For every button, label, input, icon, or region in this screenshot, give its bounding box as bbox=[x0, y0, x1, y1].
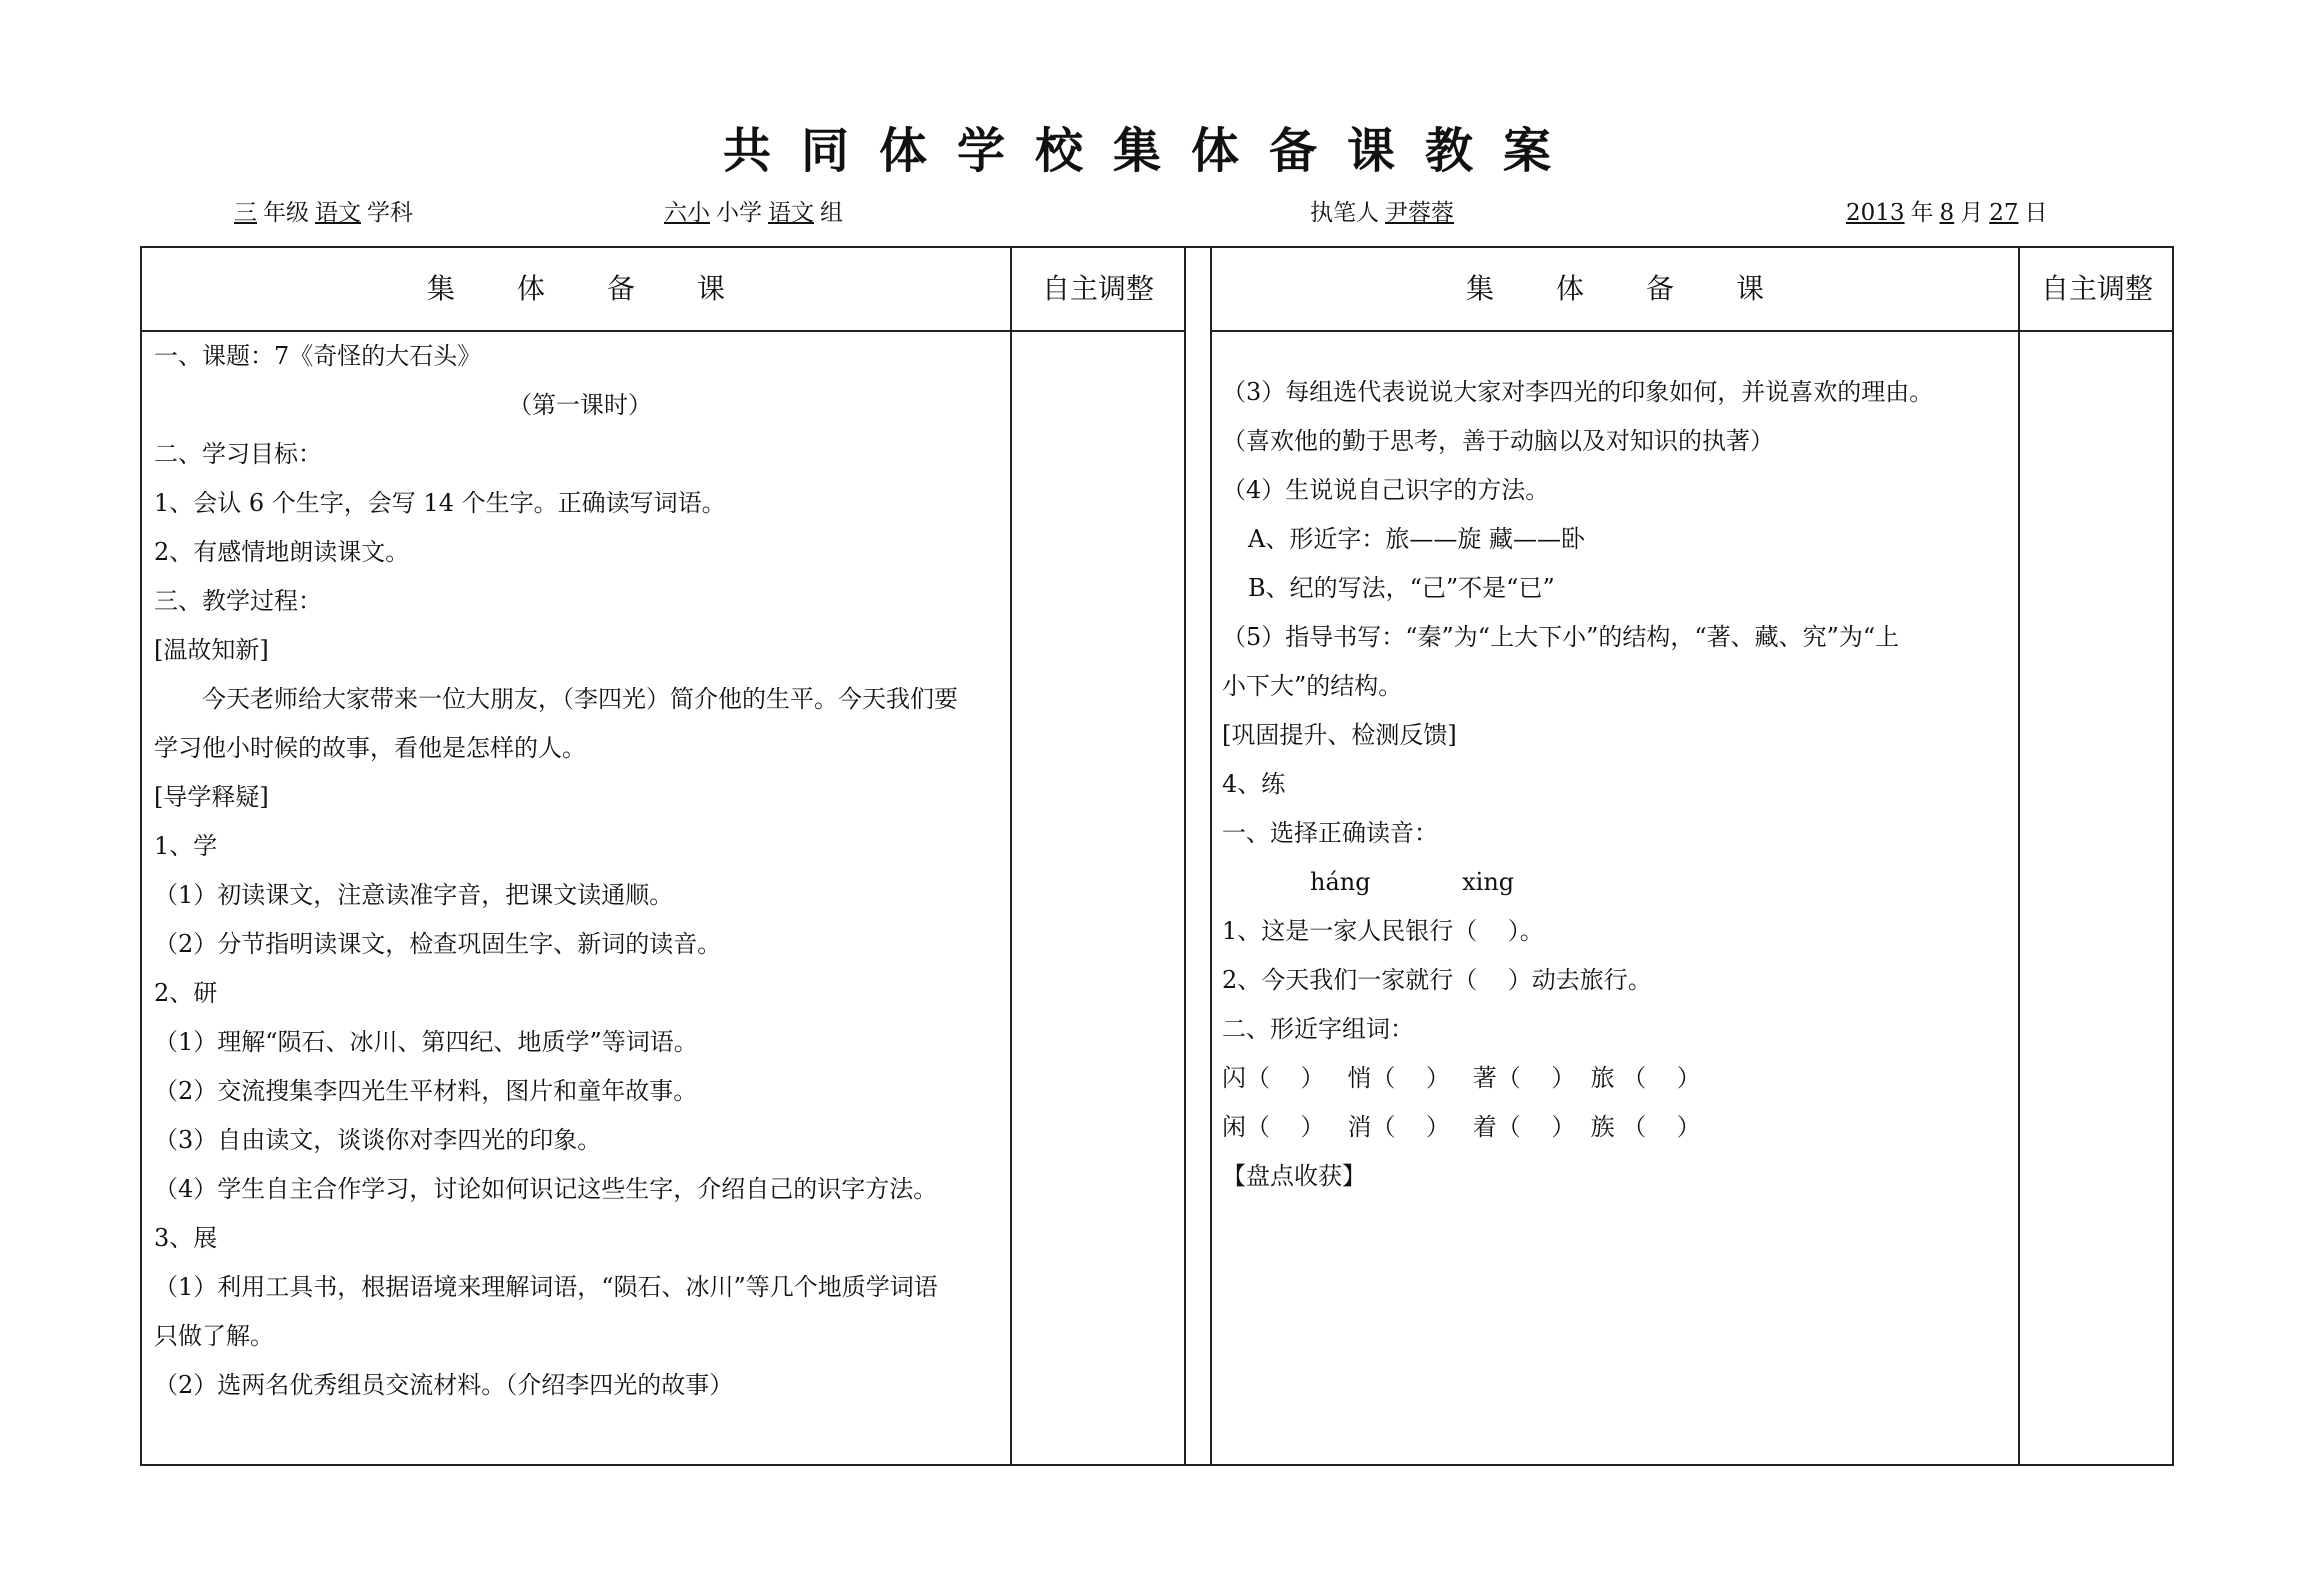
day-suffix: 日 bbox=[2024, 200, 2048, 226]
text-line: 小下大”的结构。 bbox=[1222, 672, 1403, 700]
right-content bbox=[1222, 368, 2014, 1201]
table-divider bbox=[1010, 248, 1012, 1464]
page-title: 共同体学校集体备课教案 bbox=[722, 123, 1581, 179]
subject-suffix: 学科 bbox=[367, 200, 413, 226]
left-content bbox=[154, 332, 1006, 1410]
grade-suffix: 年级 bbox=[263, 200, 309, 226]
month-suffix: 月 bbox=[1960, 200, 1984, 226]
section-heading: 二、学习目标： bbox=[154, 440, 322, 468]
text-line: 1、学 bbox=[154, 832, 218, 860]
writer-label: 执笔人 bbox=[1310, 200, 1379, 226]
table-divider bbox=[1210, 248, 1212, 1464]
text-line: （1）利用工具书，根据语境来理解词语，“陨石、冰川”等几个地质学词语 bbox=[154, 1273, 938, 1301]
text-line: （4）学生自主合作学习，讨论如何识记这些生字，介绍自己的识字方法。 bbox=[154, 1175, 938, 1203]
text-line: 二、形近字组词： bbox=[1222, 1015, 1414, 1043]
lesson-period: （第一课时） bbox=[508, 391, 652, 419]
table-divider bbox=[2018, 248, 2020, 1464]
pinyin-options: háng xing bbox=[1310, 868, 1515, 896]
exercise-line: 闪（ ） 悄（ ） 著（ ） 旅 （ ） bbox=[1222, 1064, 1701, 1092]
text-line: 2、有感情地朗读课文。 bbox=[154, 538, 410, 566]
text-line: （3）每组选代表说说大家对李四光的印象如何，并说喜欢的理由。 bbox=[1222, 378, 1934, 406]
month-value: 8 bbox=[1939, 200, 1955, 226]
text-line: 4、练 bbox=[1222, 770, 1286, 798]
subject-value: 语文 bbox=[315, 200, 361, 226]
text-line: （2）分节指明读课文，检查巩固生字、新词的读音。 bbox=[154, 930, 722, 958]
text-line: （5）指导书写：“秦”为“上大下小”的结构，“著、藏、究”为“上 bbox=[1222, 623, 1900, 651]
text-line: （喜欢他的勤于思考，善于动脑以及对知识的执著） bbox=[1222, 427, 1774, 455]
subsection-heading: [温故知新] bbox=[154, 636, 269, 664]
header-divider bbox=[1210, 330, 2174, 332]
lesson-title: 一、课题：7《奇怪的大石头》 bbox=[154, 342, 482, 370]
text-line: 2、研 bbox=[154, 979, 218, 1007]
text-line: 一、选择正确读音： bbox=[1222, 819, 1438, 847]
lesson-plan-table bbox=[140, 246, 2174, 1466]
text-line: 3、展 bbox=[154, 1224, 218, 1252]
text-line: （3）自由读文，谈谈你对李四光的印象。 bbox=[154, 1126, 602, 1154]
header-adjust-right: 自主调整 bbox=[2040, 272, 2153, 305]
school-group-line bbox=[658, 196, 843, 230]
exercise-line: 2、今天我们一家就行（ ）动去旅行。 bbox=[1222, 966, 1652, 994]
exercise-line: 闲（ ） 消（ ） 着（ ） 族 （ ） bbox=[1222, 1113, 1701, 1141]
exercise-line: 1、这是一家人民银行（ ）。 bbox=[1222, 917, 1544, 945]
text-line: B、纪的写法，“己”不是“已” bbox=[1248, 574, 1555, 602]
school-suffix: 小学 bbox=[716, 200, 762, 226]
day-value: 27 bbox=[1989, 200, 2019, 226]
year-suffix: 年 bbox=[1910, 200, 1934, 226]
header-adjust-left: 自主调整 bbox=[1041, 272, 1154, 305]
group-value: 语文 bbox=[768, 200, 814, 226]
text-line: 只做了解。 bbox=[154, 1322, 274, 1350]
header-collective-left: 集体备课 bbox=[426, 272, 787, 305]
writer-value: 尹蓉蓉 bbox=[1385, 200, 1454, 226]
date-line bbox=[1840, 196, 2047, 230]
text-line: （2）选两名优秀组员交流材料。（介绍李四光的故事） bbox=[154, 1371, 734, 1399]
text-line: 今天老师给大家带来一位大朋友，（李四光）简介他的生平。今天我们要 bbox=[202, 685, 958, 713]
text-line: 学习他小时候的故事，看他是怎样的人。 bbox=[154, 734, 586, 762]
text-line: （4）生说说自己识字的方法。 bbox=[1222, 476, 1550, 504]
text-line: （2）交流搜集李四光生平材料，图片和童年故事。 bbox=[154, 1077, 698, 1105]
subsection-heading: 【盘点收获】 bbox=[1222, 1162, 1366, 1190]
school-value: 六小 bbox=[664, 200, 710, 226]
section-heading: 三、教学过程： bbox=[154, 587, 322, 615]
year-value: 2013 bbox=[1846, 200, 1905, 226]
text-line: 1、会认 6 个生字，会写 14 个生字。正确读写词语。 bbox=[154, 489, 726, 517]
subsection-heading: [导学释疑] bbox=[154, 783, 269, 811]
header-collective-right: 集体备课 bbox=[1465, 272, 1826, 305]
text-line: （1）理解“陨石、冰川、第四纪、地质学”等词语。 bbox=[154, 1028, 698, 1056]
text-line: A、形近字：旅——旋 藏——卧 bbox=[1248, 525, 1585, 553]
text-line: （1）初读课文，注意读准字音，把课文读通顺。 bbox=[154, 881, 674, 909]
group-suffix: 组 bbox=[820, 200, 843, 226]
grade-subject-line bbox=[228, 196, 413, 230]
subsection-heading: [巩固提升、检测反馈] bbox=[1222, 721, 1457, 749]
grade-value: 三 bbox=[234, 200, 257, 226]
writer-line bbox=[1310, 196, 1460, 230]
table-divider bbox=[1184, 248, 1186, 1464]
